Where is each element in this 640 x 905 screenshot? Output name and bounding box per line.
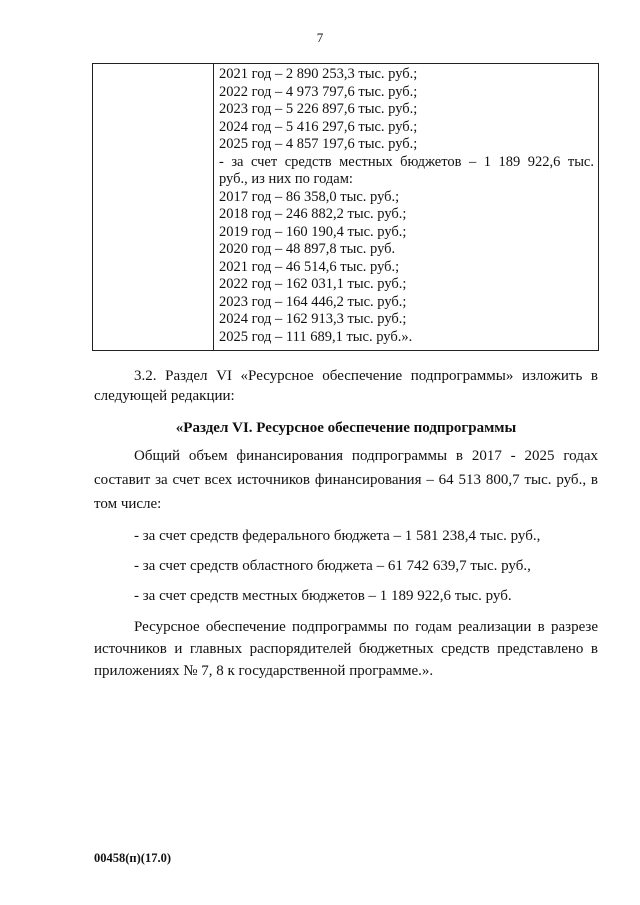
page-number: 7 <box>316 30 324 45</box>
table-line: 2020 год – 48 897,8 тыс. руб. <box>219 241 396 257</box>
total-paragraph: Общий объем финансирования подпрограммы в 2017 - 2025 годах составит за счет всех источников финансирования – 64 513 800,7 тыс. руб., в том числе: <box>94 448 598 512</box>
table-line: 2023 год – 5 226 897,6 тыс. руб.; <box>219 101 418 117</box>
section-heading: «Раздел VI. Ресурсное обеспечение подпрограммы <box>175 420 517 436</box>
intro-paragraph: 3.2. Раздел VI «Ресурсное обеспечение подпрограммы» изложить в следующей редакции: <box>94 368 598 404</box>
section-body <box>94 366 598 682</box>
table-line: 2017 год – 86 358,0 тыс. руб.; <box>219 188 400 205</box>
table-line: 2021 год – 2 890 253,3 тыс. руб.; <box>219 66 418 82</box>
table-line: 2022 год – 4 973 797,6 тыс. руб.; <box>219 83 418 100</box>
table-line: 2024 год – 162 913,3 тыс. руб.; <box>219 311 407 327</box>
table-line: 2021 год – 46 514,6 тыс. руб.; <box>219 258 400 275</box>
table-line: 2025 год – 4 857 197,6 тыс. руб.; <box>219 136 418 152</box>
bullet-local: - за счет средств местных бюджетов – 1 189 922,6 тыс. руб. <box>134 588 512 604</box>
footer-code: 00458(п)(17.0) <box>94 851 171 865</box>
table-line: руб., из них по годам: <box>219 171 353 187</box>
table-line: - за счет средств местных бюджетов – 1 189 922,6 тыс. <box>219 153 594 170</box>
bullet-regional: - за счет средств областного бюджета – 61 742 639,7 тыс. руб., <box>134 558 531 574</box>
closing-paragraph: Ресурсное обеспечение подпрограммы по годам реализации в разрезе источников и главных распорядителей бюджетных средств представлено в приложениях № 7, 8 к государственной программе.». <box>94 619 598 679</box>
table-right-cell <box>214 64 599 351</box>
table-line: 2022 год – 162 031,1 тыс. руб.; <box>219 276 407 292</box>
table-line: 2018 год – 246 882,2 тыс. руб.; <box>219 206 407 222</box>
table-row <box>93 64 599 351</box>
financing-table <box>92 63 599 351</box>
table-line: 2025 год – 111 689,1 тыс. руб.». <box>219 328 413 345</box>
table-left-cell <box>93 64 214 351</box>
bullet-federal: - за счет средств федерального бюджета – 1 581 238,4 тыс. руб., <box>134 528 541 544</box>
table-line: 2023 год – 164 446,2 тыс. руб.; <box>219 293 407 310</box>
table-line: 2024 год – 5 416 297,6 тыс. руб.; <box>219 118 418 135</box>
table-line: 2019 год – 160 190,4 тыс. руб.; <box>219 223 407 240</box>
